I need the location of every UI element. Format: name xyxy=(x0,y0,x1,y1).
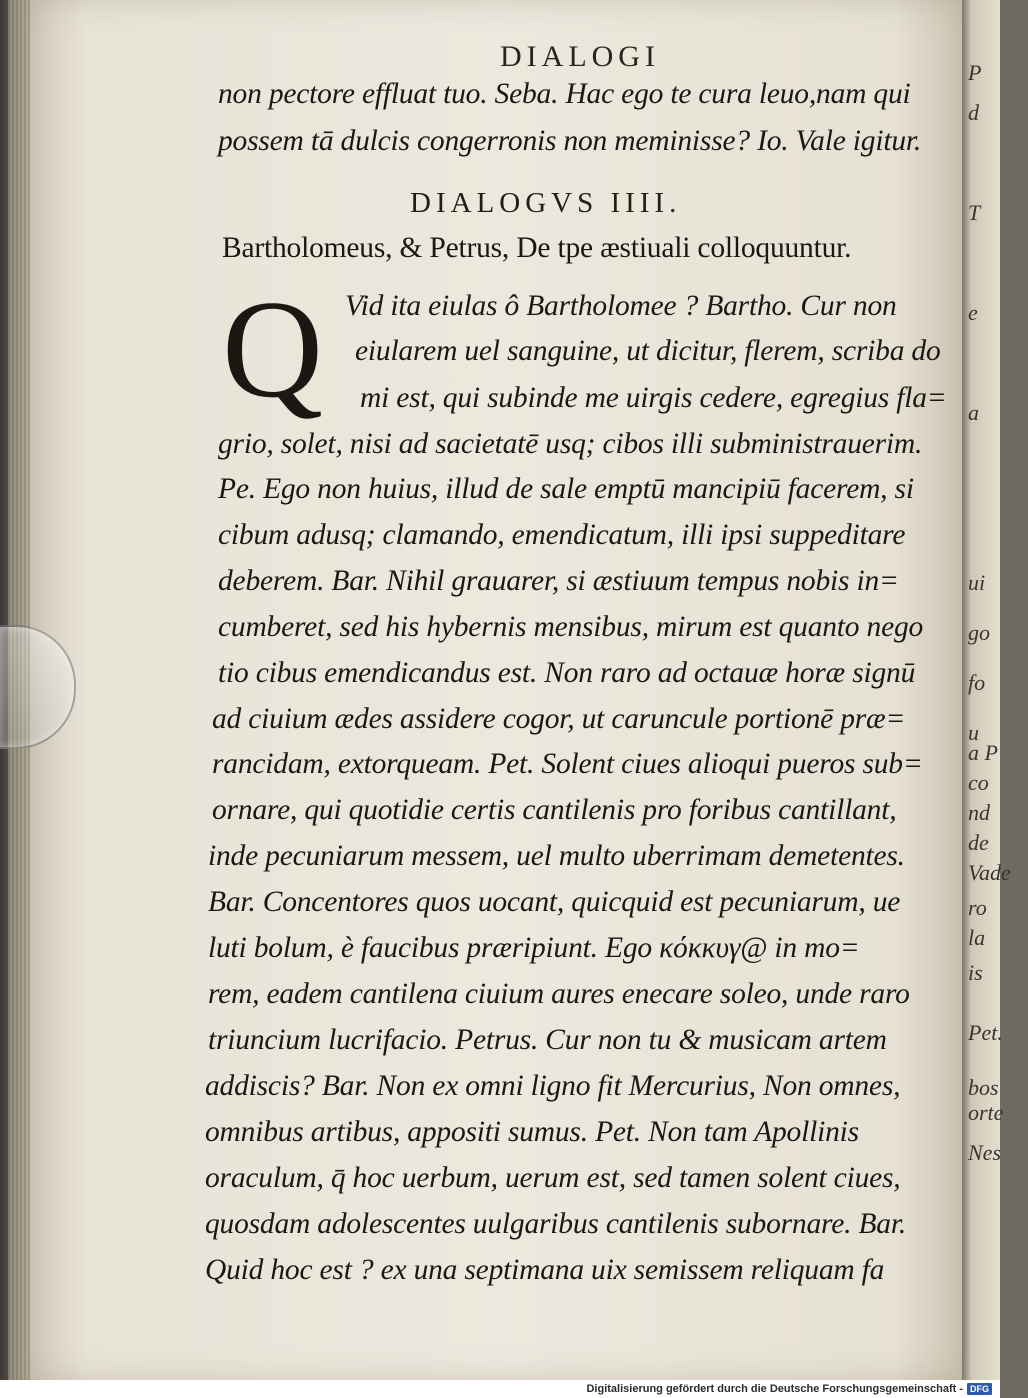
next-page-fragment: de xyxy=(968,830,989,855)
text-line: inde pecuniarum messem, uel multo uberrimam demetentes. xyxy=(208,840,905,872)
next-page-fragment: is xyxy=(968,960,983,985)
next-page-fragment: Pet. xyxy=(968,1020,1003,1045)
next-page-fragment: P xyxy=(968,60,982,85)
dialogue-subtitle: Bartholomeus, & Petrus, De tpe æstiuali colloquuntur. xyxy=(222,232,852,264)
text-line: Bar. Concentores quos uocant, quicquid est pecuniarum, ue xyxy=(208,886,901,918)
text-line: grio, solet, nisi ad sacietatē usq; cibos illi subministrauerim. xyxy=(218,428,923,460)
text-line: tio cibus emendicandus est. Non raro ad octauæ horæ signū xyxy=(218,657,916,689)
text-line: non pectore effluat tuo. Seba. Hac ego te cura leuo,nam qui xyxy=(218,78,911,110)
text-line: rancidam, extorqueam. Pet. Solent ciues alioqui pueros sub= xyxy=(212,748,923,780)
text-line: cumberet, sed his hybernis mensibus, mirum est quanto nego xyxy=(218,611,924,643)
next-page-fragment: ro xyxy=(968,895,987,920)
text-line: rem, eadem cantilena ciuium aures enecare soleo, unde raro xyxy=(208,978,910,1010)
next-page-fragment: fo xyxy=(968,670,986,695)
text-line: luti bolum, è faucibus præripiunt. Ego κόκκυγ@ in mo= xyxy=(208,932,860,964)
text-line: deberem. Bar. Nihil grauarer, si æstiuum tempus nobis in= xyxy=(218,565,899,597)
text-line: ad ciuium ædes assidere cogor, ut caruncule portionē præ= xyxy=(212,703,906,735)
text-line: addiscis? Bar. Non ex omni ligno fit Mercurius, Non omnes, xyxy=(205,1070,901,1102)
next-page-fragment: Nes xyxy=(968,1140,1001,1165)
next-page-fragment: co xyxy=(968,770,989,795)
running-head: DIALOGI xyxy=(500,40,660,73)
text-line: Pe. Ego non huius, illud de sale emptū mancipiū facerem, si xyxy=(218,473,914,505)
text-line: eiularem uel sanguine, ut dicitur, flerem, scriba do xyxy=(355,335,941,367)
next-page-fragment: orte xyxy=(968,1100,1004,1125)
dfg-logo: DFG xyxy=(967,1383,992,1395)
text-line: mi est, qui subinde me uirgis cedere, egregius fla= xyxy=(360,382,947,414)
footer-credit xyxy=(586,1382,992,1396)
next-page-fragment: la xyxy=(968,925,986,950)
next-page-fragment: Vade xyxy=(968,860,1011,885)
text-line: oraculum, q̄ hoc uerbum, uerum est, sed tamen solent ciues, xyxy=(205,1162,901,1194)
next-page-fragment: d xyxy=(968,100,979,125)
text-line: Vid ita eiulas ô Bartholomee ? Bartho. Cur non xyxy=(345,290,897,322)
text-line: possem tā dulcis congerronis non meminisse? Io. Vale igitur. xyxy=(218,125,922,157)
text-line: ornare, qui quotidie certis cantilenis pro foribus cantillant, xyxy=(212,794,897,826)
next-page-fragment: bos xyxy=(968,1075,999,1100)
next-page-fragment: ui xyxy=(968,570,986,595)
drop-cap: Q xyxy=(222,272,324,427)
text-line: omnibus artibus, appositi sumus. Pet. Non tam Apollinis xyxy=(205,1116,859,1148)
next-page-fragment: a P xyxy=(968,740,998,765)
next-page-fragment: e xyxy=(968,300,978,325)
next-page-fragment: go xyxy=(968,620,990,645)
dialogue-heading: DIALOGVS IIII. xyxy=(410,187,682,219)
next-page-fragment: T xyxy=(968,200,981,225)
next-page-fragment: a xyxy=(968,400,979,425)
text-line: cibum adusq; clamando, emendicatum, illi ipsi suppeditare xyxy=(218,519,906,551)
text-line: quosdam adolescentes uulgaribus cantilenis subornare. Bar. xyxy=(205,1208,907,1240)
next-page-fragment: u xyxy=(968,720,979,745)
text-line: Quid hoc est ? ex una septimana uix semissem reliquam fa xyxy=(205,1254,885,1286)
text-line: triuncium lucrifacio. Petrus. Cur non tu & musicam artem xyxy=(208,1024,887,1056)
next-page-fragment: nd xyxy=(968,800,990,825)
footer-credit-text: Digitalisierung gefördert durch die Deutsche Forschungsgemeinschaft - xyxy=(586,1383,963,1395)
